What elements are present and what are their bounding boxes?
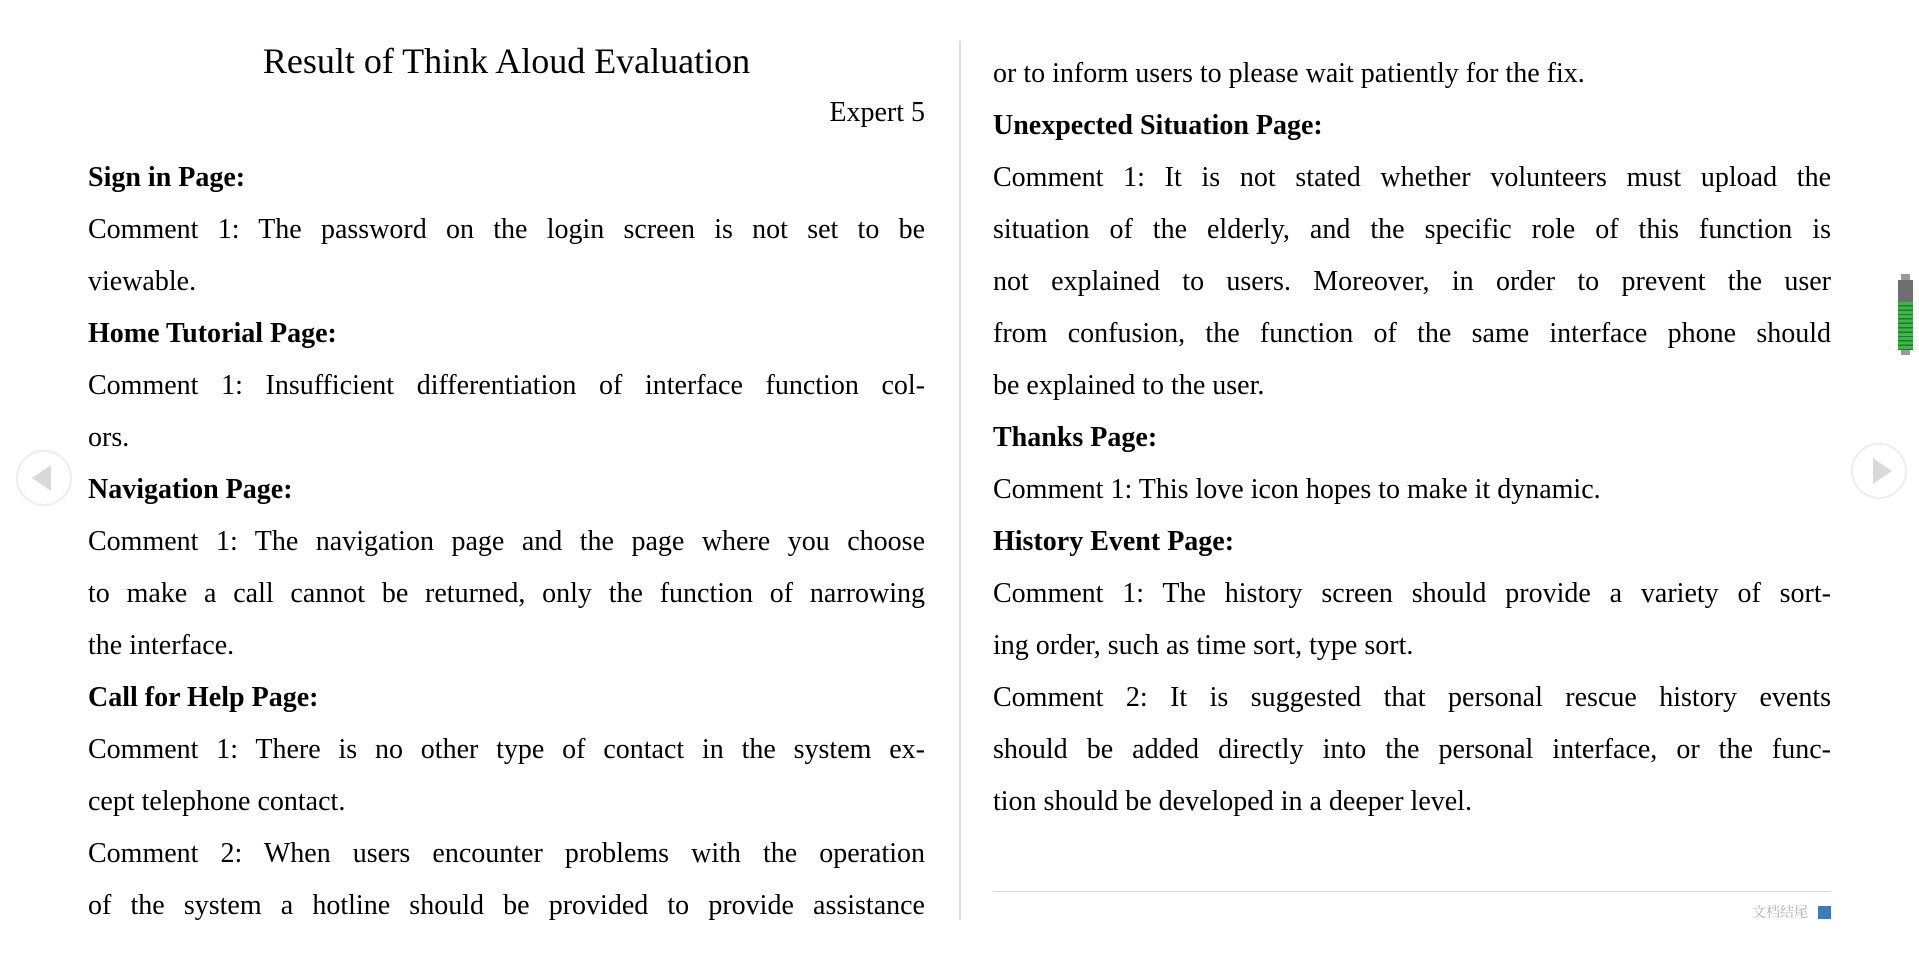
- text-line: or to inform users to please wait patiently for the fix.: [993, 58, 1585, 89]
- text-line: Comment 1: Insufficient differentiation of interface function col-: [88, 370, 925, 401]
- text-line: should be added directly into the personal interface, or the func-: [993, 734, 1831, 765]
- text-line: Comment 1: The navigation page and the page where you choose: [88, 526, 925, 557]
- text-line: Comment 2: It is suggested that personal rescue history events: [993, 682, 1831, 713]
- next-page-button[interactable]: [1851, 443, 1907, 499]
- end-of-document-note: [993, 903, 1831, 921]
- section-heading: Unexpected Situation Page:: [993, 110, 1323, 141]
- end-of-document-marker-icon: [1818, 906, 1831, 919]
- section-heading: Home Tutorial Page:: [88, 318, 337, 349]
- page-right: [993, 48, 1831, 828]
- author-line: Expert 5: [829, 97, 925, 128]
- section-heading: Navigation Page:: [88, 474, 293, 505]
- text-line: be explained to the user.: [993, 370, 1265, 401]
- text-line: Comment 1: The history screen should provide a variety of sort-: [993, 578, 1831, 609]
- previous-page-button[interactable]: [16, 450, 72, 506]
- text-line: ing order, such as time sort, type sort.: [993, 630, 1414, 661]
- page-right-body: [993, 48, 1831, 828]
- text-line: situation of the elderly, and the specific role of this function is: [993, 214, 1831, 245]
- section-heading: Sign in Page:: [88, 162, 246, 193]
- text-line: ors.: [88, 422, 130, 453]
- text-line: Comment 2: When users encounter problems with the operation: [88, 838, 925, 869]
- page-left: [88, 35, 925, 932]
- text-line: tion should be developed in a deeper level.: [993, 786, 1472, 817]
- page-left-body: [88, 152, 925, 932]
- text-line: not explained to users. Moreover, in order to prevent the user: [993, 266, 1831, 297]
- page-divider: [959, 41, 961, 920]
- text-line: from confusion, the function of the same interface phone should: [993, 318, 1831, 349]
- right-arrow-icon: [1873, 458, 1892, 484]
- text-line: Comment 1: It is not stated whether volunteers must upload the: [993, 162, 1831, 193]
- section-heading: Call for Help Page:: [88, 682, 319, 713]
- left-arrow-icon: [32, 465, 51, 491]
- text-line: Comment 1: There is no other type of contact in the system ex-: [88, 734, 925, 765]
- text-line: viewable.: [88, 266, 197, 297]
- scrollbar-bottom-cap: [1901, 350, 1910, 355]
- text-line: Comment 1: The password on the login screen is not set to be: [88, 214, 925, 245]
- scrollbar-thumb[interactable]: [1898, 280, 1913, 350]
- text-line: of the system a hotline should be provided to provide assistance: [88, 890, 925, 921]
- end-of-document-rule: [993, 891, 1831, 892]
- text-line: to make a call cannot be returned, only the function of narrowing: [88, 578, 925, 609]
- end-of-document-label: 文档结尾: [1752, 904, 1808, 920]
- text-line: cept telephone contact.: [88, 786, 346, 817]
- scroll-progress-stripes: [1898, 302, 1913, 350]
- section-heading: History Event Page:: [993, 526, 1235, 557]
- document-title: Result of Think Aloud Evaluation: [262, 41, 751, 81]
- text-line: the interface.: [88, 630, 235, 661]
- section-heading: Thanks Page:: [993, 422, 1158, 453]
- text-line: Comment 1: This love icon hopes to make it dynamic.: [993, 474, 1601, 505]
